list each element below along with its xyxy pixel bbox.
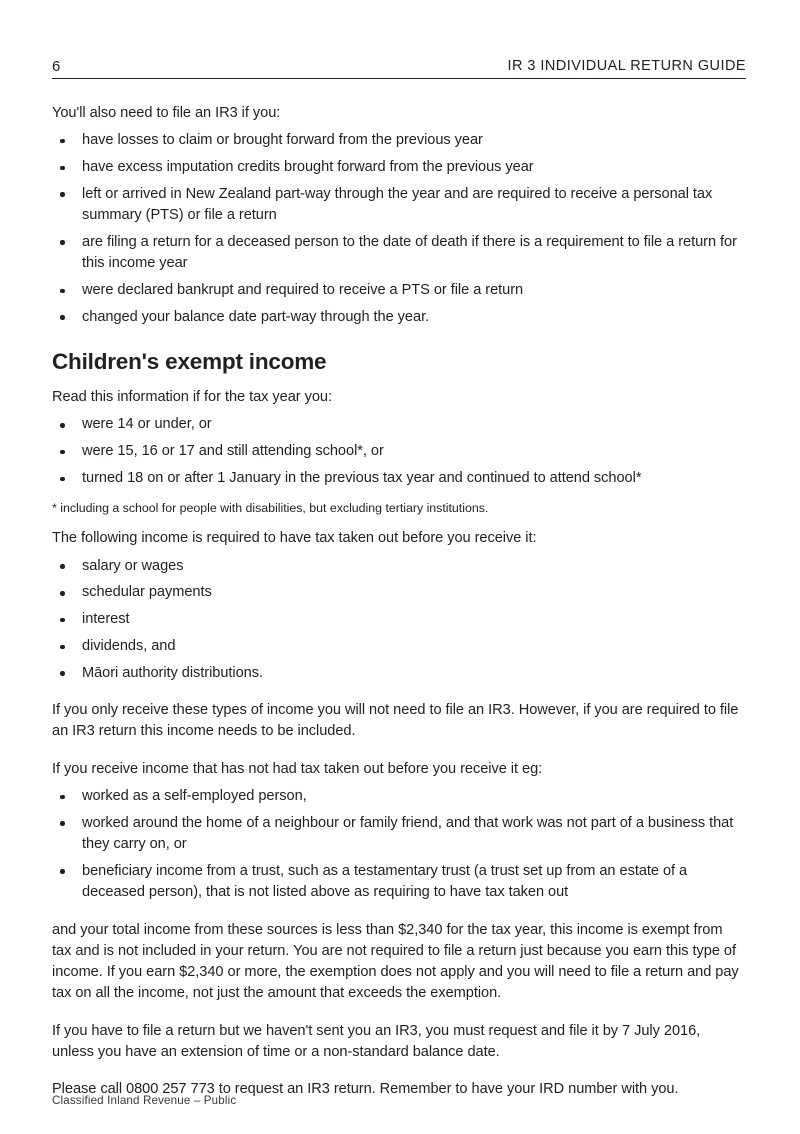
- section-lead-text: Read this information if for the tax year you:: [52, 389, 332, 406]
- list-item: were declared bankrupt and required to receive a PTS or file a return: [52, 280, 742, 301]
- guide-title: IR 3 INDIVIDUAL RETURN GUIDE: [507, 58, 746, 74]
- section-lead-text: The following income is required to have tax taken out before you receive it:: [52, 530, 537, 547]
- list-item: left or arrived in New Zealand part-way through the year and are required to receive a personal tax summary (PTS) or file a return: [52, 184, 742, 227]
- list-item: are filing a return for a deceased person to the date of death if there is a requirement to file a return for this income year: [52, 232, 742, 275]
- list-item: worked around the home of a neighbour or family friend, and that work was not part of a business that they carry on, or: [52, 813, 742, 856]
- list-item: were 14 or under, or: [52, 414, 742, 435]
- page-footer: [52, 1091, 746, 1109]
- section-lead-text: If you receive income that has not had tax taken out before you receive it eg:: [52, 760, 543, 777]
- section-untaxed-income: [52, 759, 742, 1101]
- spacer: [52, 376, 742, 387]
- spacer: [52, 904, 742, 920]
- section-heading: Children's exempt income: [52, 349, 327, 375]
- section-lead-text: You'll also need to file an IR3 if you:: [52, 105, 281, 121]
- page-body: [52, 103, 742, 1101]
- section-taxed-income: [52, 528, 742, 742]
- section-paragraph: If you only receive these types of income you will not need to file an IR3. However, if you are required to file an IR3 return this income needs to be included.: [52, 702, 739, 740]
- list-item: were 15, 16 or 17 and still attending school*, or: [52, 441, 742, 462]
- section-paragraph: Please call 0800 257 773 to request an IR3 return. Remember to have your IRD number with you.: [52, 1081, 679, 1098]
- classification-label: Classified Inland Revenue – Public: [52, 1094, 237, 1107]
- list-item: Māori authority distributions.: [52, 663, 742, 684]
- list-item: schedular payments: [52, 582, 742, 603]
- bullet-list-untaxed-income: [52, 786, 742, 903]
- bullet-list-file-ir3-also: [52, 130, 742, 328]
- bullet-list-taxed-income: [52, 556, 742, 684]
- spacer: [52, 328, 742, 348]
- section-childrens-exempt-income: [52, 348, 742, 517]
- list-item: worked as a self-employed person,: [52, 786, 742, 807]
- list-item: have losses to claim or brought forward from the previous year: [52, 130, 742, 151]
- section-paragraph: and your total income from these sources is less than $2,340 for the tax year, this income is exempt from tax and is not included in your return. You are not required to file a return just because you earn this type of income. If you earn $2,340 or more, the exemption does not apply and you will need to file a return and pay tax on all the income, not just the amount that exceeds the exemption.: [52, 921, 739, 1002]
- spacer: [52, 517, 742, 528]
- list-item: interest: [52, 609, 742, 630]
- list-item: beneficiary income from a trust, such as a testamentary trust (a trust set up from an estate of a deceased person), that is not listed above as requiring to have tax taken out: [52, 861, 742, 904]
- list-item: salary or wages: [52, 556, 742, 577]
- section-paragraph: If you have to file a return but we haven't sent you an IR3, you must request and file it by 7 July 2016, unless you have an extension of time or a non-standard balance date.: [52, 1022, 701, 1060]
- spacer: [52, 684, 742, 700]
- spacer: [52, 743, 742, 759]
- page-number: 6: [52, 58, 61, 75]
- footnote-text: * including a school for people with disabilities, but excluding tertiary institutions.: [52, 501, 489, 516]
- bullet-list-childrens-exempt-income: [52, 414, 742, 489]
- list-item: dividends, and: [52, 636, 742, 657]
- section-file-ir3-also: [52, 103, 742, 328]
- list-item: turned 18 on or after 1 January in the previous tax year and continued to attend school*: [52, 468, 742, 489]
- list-item: have excess imputation credits brought forward from the previous year: [52, 157, 742, 178]
- list-item: changed your balance date part-way through the year.: [52, 307, 742, 328]
- running-header: [52, 52, 746, 79]
